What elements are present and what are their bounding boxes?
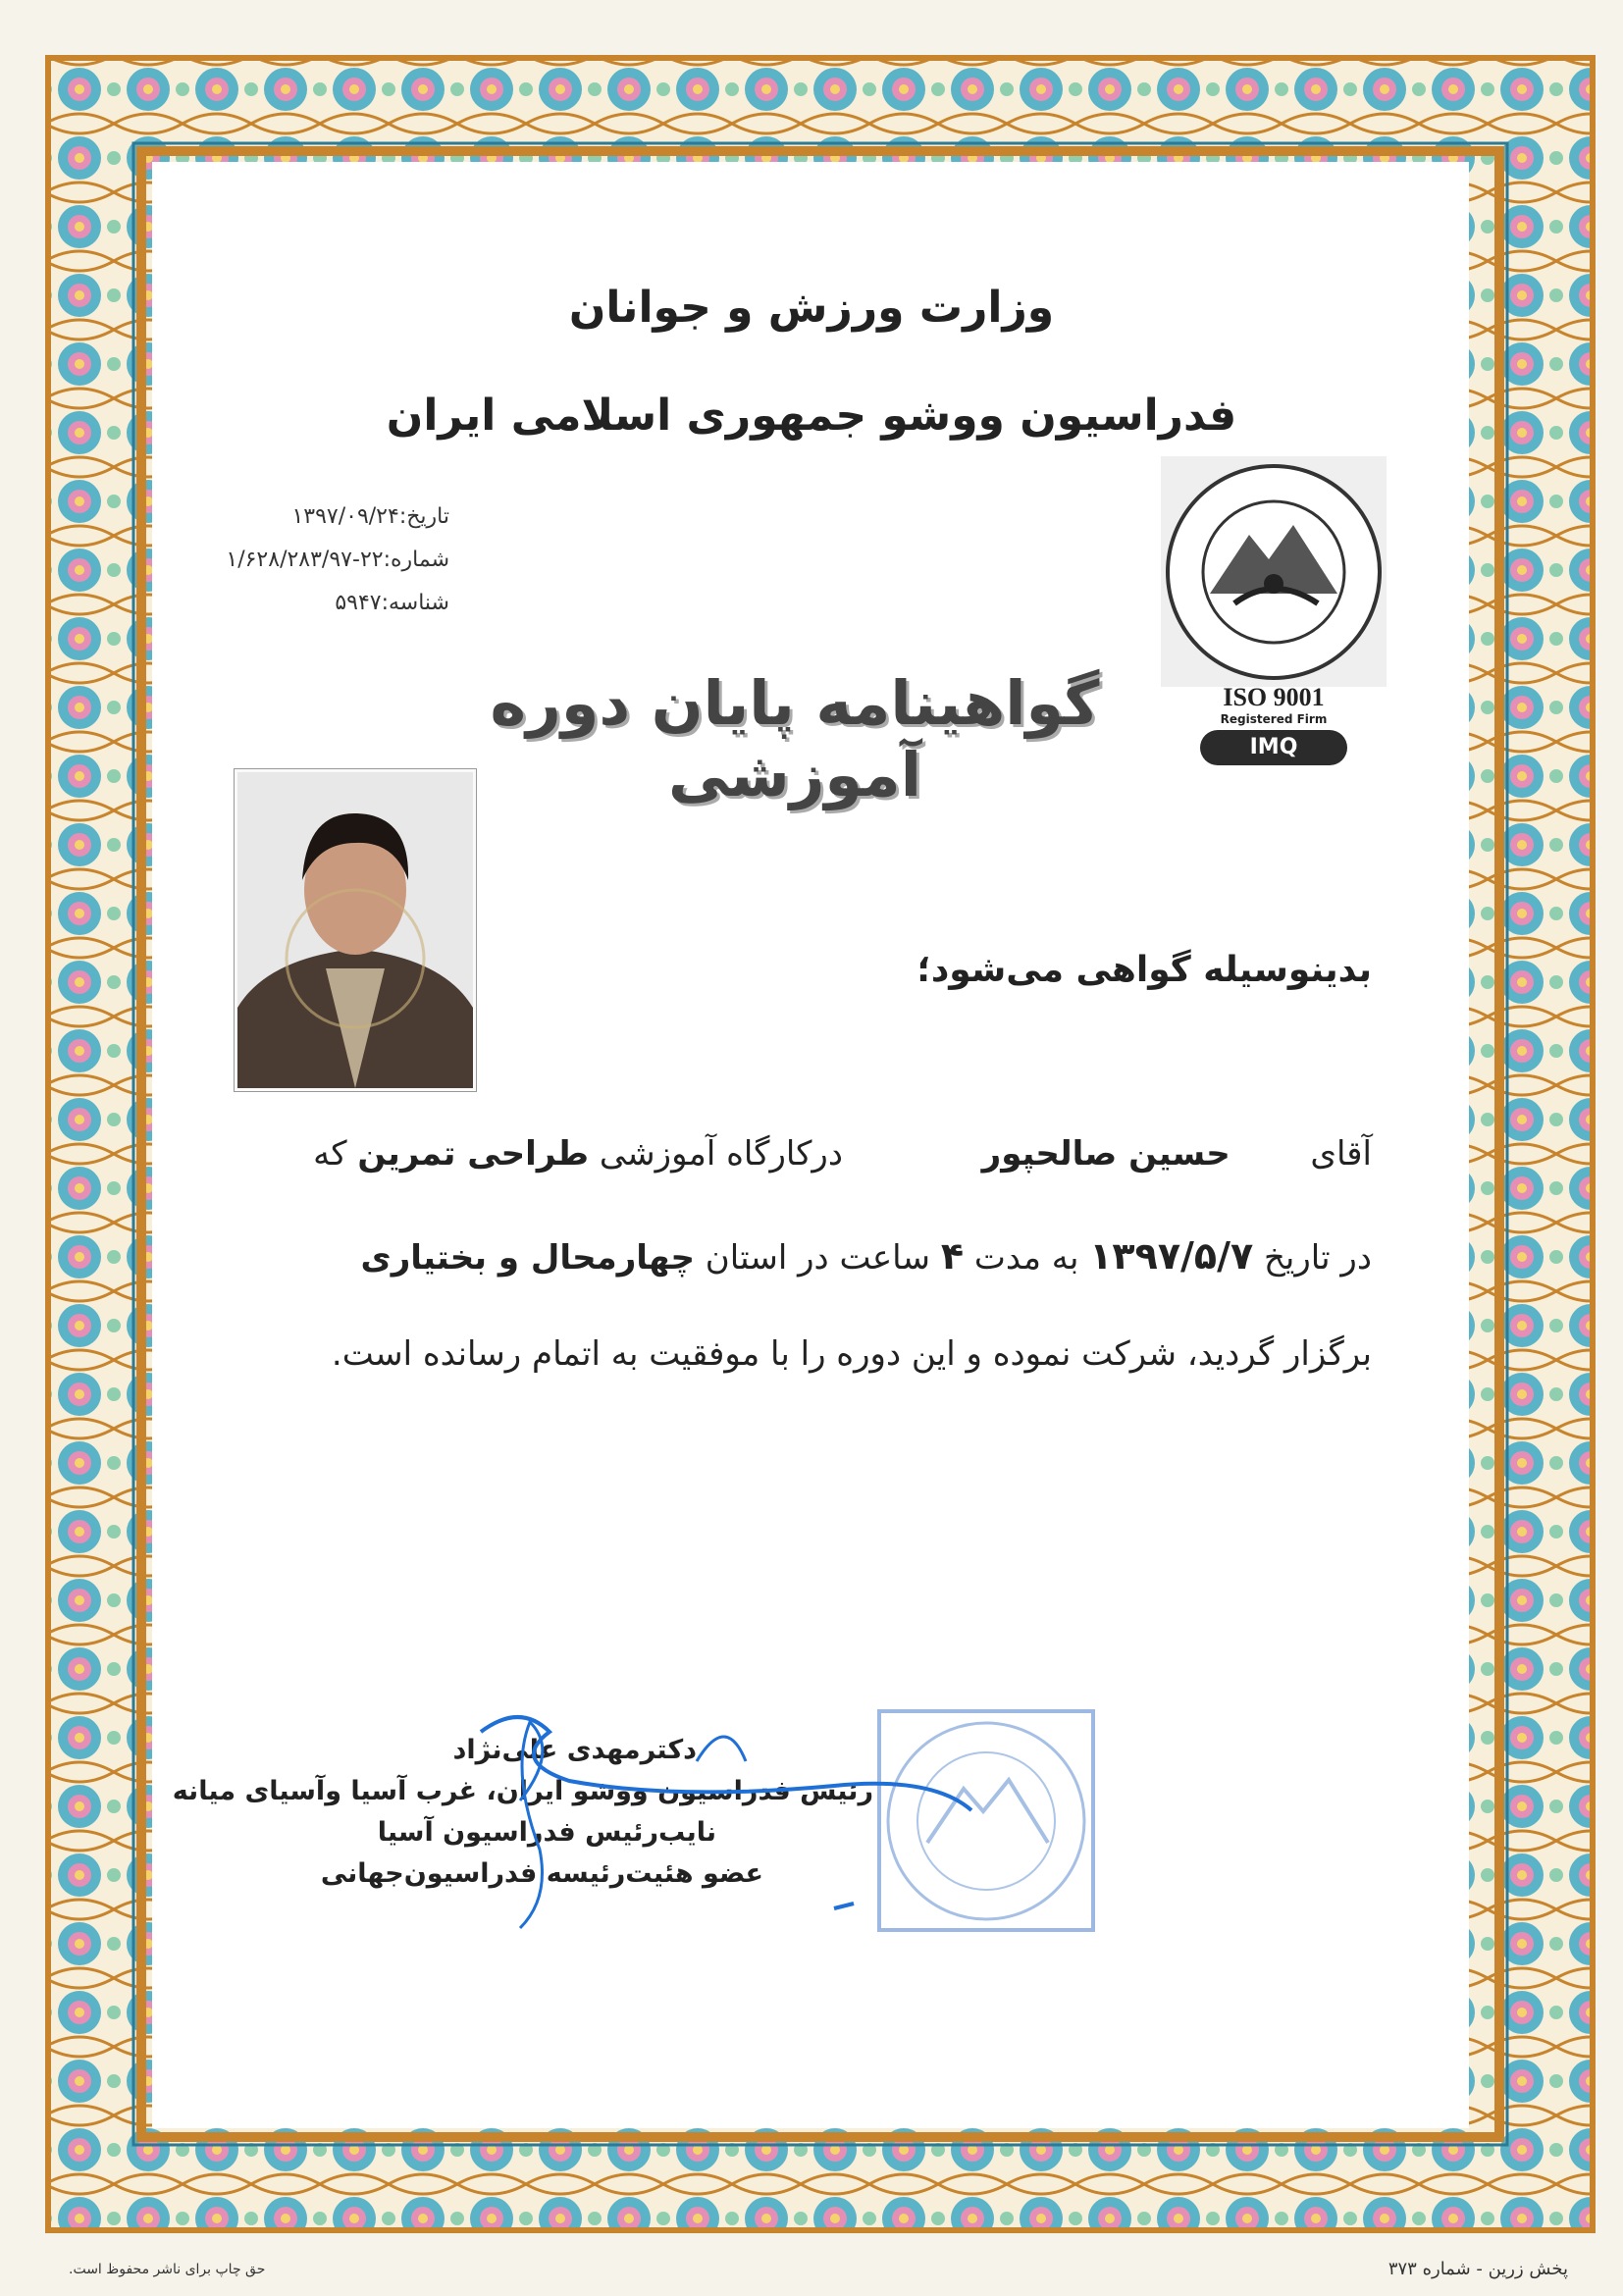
certificate-line-1 (313, 1134, 1372, 1174)
certificate-line-3: برگزار گردید، شرکت نموده و این دوره را با موفقیت به اتمام رسانده است. (331, 1334, 1372, 1374)
certificate-line-2 (361, 1234, 1372, 1278)
course-hours: ۴ (940, 1234, 965, 1278)
federation-logo (1161, 456, 1387, 687)
handwritten-signature (422, 1693, 1030, 1952)
ministry-heading: وزارت ورزش و جوانان (568, 283, 1055, 333)
line2-text-2: به مدت (973, 1238, 1079, 1278)
signatory-name: دکترمهدی علی‌نژاد (452, 1735, 697, 1765)
iso-subtext: Registered Firm (1220, 712, 1328, 726)
course-date: ۱۳۹۷/۵/۷ (1089, 1234, 1254, 1278)
workshop-prefix: درکارگاه آموزشی (599, 1134, 843, 1174)
date-label: تاریخ: (398, 504, 449, 529)
signatory-role-1: رئیس فدراسیون ووشو ایران، غرب آسیا وآسیای میانه (172, 1776, 873, 1806)
id-value: ۵۹۴۷ (335, 591, 382, 615)
imq-mark: IMQ (1200, 730, 1347, 765)
id-label: شناسه: (381, 591, 449, 615)
id-field (184, 591, 449, 615)
line2-text-1: در تاریخ (1263, 1238, 1372, 1278)
date-field (184, 504, 449, 529)
publisher-note: پخش زرین - شماره ۳۷۳ (1387, 2259, 1568, 2279)
number-label: شماره: (383, 548, 449, 572)
recipient-photo (235, 769, 476, 1091)
copyright-note: حق چاپ برای ناشر محفوظ است. (69, 2262, 266, 2277)
line1-ke: که (313, 1134, 347, 1174)
iso-badge (1180, 683, 1367, 765)
number-field (184, 548, 449, 572)
number-value: ۲۲-۱/۶۲۸/۲۸۳/۹۷ (226, 548, 384, 572)
recipient-name: حسین صالحپور (981, 1134, 1230, 1174)
workshop-name: طراحی تمرین (357, 1134, 590, 1174)
signatory-role-2: نایب‌رئیس فدراسیون آسیا (377, 1817, 716, 1848)
province-name: چهارمحال و بختیاری (360, 1238, 695, 1278)
date-value: ۱۳۹۷/۰۹/۲۴ (291, 504, 399, 529)
certificate-title: گواهینامه پایان دوره آموزشی (490, 667, 1100, 810)
hereby-statement: بدینوسیله گواهی می‌شود؛ (916, 950, 1372, 990)
title-mr: آقای (1310, 1134, 1372, 1174)
signatory-role-3: عضو هئیت‌رئیسه فدراسیون‌جهانی (320, 1858, 763, 1889)
federation-heading: فدراسیون ووشو جمهوری اسلامی ایران (386, 391, 1237, 441)
iso-text: ISO 9001 (1223, 683, 1325, 711)
line2-text-3: ساعت در استان (705, 1238, 931, 1278)
